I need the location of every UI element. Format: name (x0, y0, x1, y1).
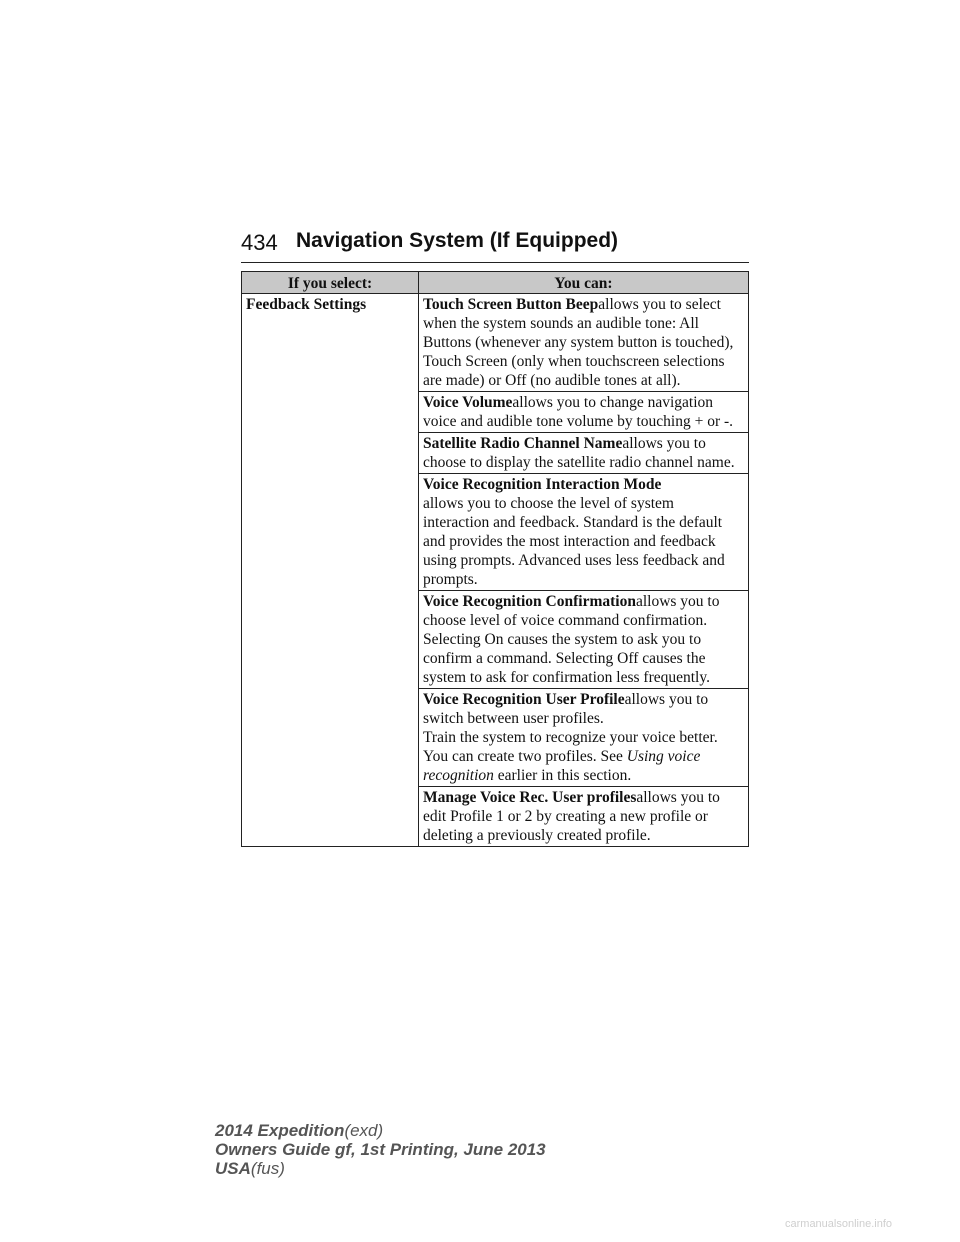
row-text: allows you to choose the level of system interaction and feedback. Standard is the default and provides the most interaction and feedback using prompts. Advanced uses less feedback and prompts. (423, 495, 725, 588)
description-cell (419, 392, 749, 433)
print-footer (215, 1121, 546, 1178)
table-row (242, 294, 749, 392)
description-cell (419, 787, 749, 847)
row-term: Voice Recognition User Profile (423, 691, 625, 708)
footer-region: USA (215, 1159, 251, 1178)
cross-reference-link[interactable]: Using voice recognition (423, 748, 701, 784)
description-cell (419, 591, 749, 689)
page-number: 434 (241, 230, 278, 255)
footer-model: 2014 Expedition (215, 1121, 345, 1140)
footer-line-region (215, 1159, 546, 1178)
description-cell (419, 294, 749, 392)
site-watermark: carmanualsonline.info (785, 1218, 893, 1230)
footer-line-printing: Owners Guide gf, 1st Printing, June 2013 (215, 1140, 546, 1159)
description-cell (419, 433, 749, 474)
footer-region-code: (fus) (250, 1159, 285, 1178)
column-header-select: If you select: (242, 272, 419, 294)
row-term: Voice Volume (423, 394, 513, 411)
row-term: Manage Voice Rec. User profiles (423, 789, 637, 806)
row-text: allows you to choose level of voice command confirmation. Selecting On causes the system to ask you to confirm a command. Selecting Off causes the system to ask for confirmation less frequently. (423, 593, 720, 686)
description-cell (419, 474, 749, 591)
settings-table (241, 271, 749, 847)
row-text-end: earlier in this section. (493, 767, 632, 784)
row-term: Voice Recognition Interaction Mode (423, 476, 662, 493)
select-cell-feedback-settings: Feedback Settings (242, 294, 419, 847)
row-text: allows you to edit Profile 1 or 2 by creating a new profile or deleting a previously created profile. (423, 789, 720, 844)
row-text: allows you to switch between user profiles. (423, 691, 709, 727)
description-cell (419, 689, 749, 787)
page-header (241, 226, 749, 263)
row-text: allows you to select when the system sounds an audible tone: All Buttons (whenever any system button is touched), Touch Screen (only when touchscreen selections are made) or Off (no audible tones at all). (423, 296, 734, 389)
row-text-continued: Train the system to recognize your voice better. You can create two profiles. See (423, 729, 718, 765)
section-title: Navigation System (If Equipped) (296, 229, 619, 252)
column-header-action: You can: (419, 272, 749, 294)
footer-model-code: (exd) (344, 1121, 384, 1140)
row-text: allows you to change navigation voice and audible tone volume by touching + or -. (423, 394, 734, 430)
row-text: allows you to choose to display the satellite radio channel name. (423, 435, 735, 471)
row-term: Satellite Radio Channel Name (423, 435, 623, 452)
table-header-row (242, 272, 749, 294)
footer-line-model (215, 1121, 546, 1140)
row-term: Voice Recognition Confirmation (423, 593, 636, 610)
row-term: Touch Screen Button Beep (423, 296, 599, 313)
